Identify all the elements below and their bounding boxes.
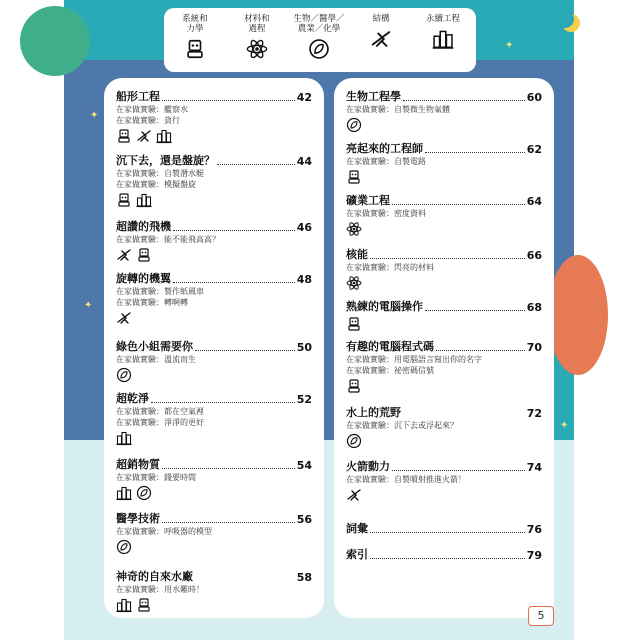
toc-entry-title: 礦業工程 [346,194,390,207]
toc-entry[interactable] [116,458,312,501]
toc-entry[interactable] [116,154,312,208]
category-icons [116,128,312,144]
legend-item [226,14,288,60]
dot-leader [370,258,525,259]
toc-page-number: 58 [296,571,312,584]
toc-sub-activity: 在家做實驗：溫流而生 [116,355,196,364]
category-icons [346,169,542,185]
dot-leader [425,310,525,311]
toc-entry-title: 神奇的自來水廠 [116,570,193,583]
star-icon: ✦ [560,420,569,431]
toc-entry-title: 沉下去，還是盤旋？ [116,154,215,167]
plant-icon [346,433,362,449]
buildings-icon [116,430,132,446]
toc-entry-title: 綠色小組需要你 [116,340,193,353]
dot-leader [370,532,525,533]
atom-icon [244,38,270,60]
category-icons [116,485,312,501]
toc-entry-title: 有趣的電腦程式碼 [346,340,434,353]
toc-sub-activity: 在家做實驗：淨淨的更好 [116,418,204,427]
buildings-icon [136,192,152,208]
toc-sub-activity: 在家做實驗：轉啊轉 [116,298,188,307]
toc-entry[interactable] [346,522,542,536]
buildings-icon [430,28,456,50]
dot-leader [162,100,295,101]
category-icons [116,247,312,263]
toc-sub-activity: 在家做實驗：自製噴射推進火箭！ [346,475,466,484]
dot-leader [436,350,525,351]
toc-page-number: 56 [296,513,312,526]
dot-leader [195,350,295,351]
plane-icon [116,247,132,263]
toc-page-number: 60 [526,91,542,104]
toc-entry[interactable] [346,406,542,449]
planet-left-illustration [20,6,90,76]
toc-column-right [334,78,554,618]
moon-icon [556,10,574,28]
category-icons [116,310,312,326]
toc-entry-title: 詞彙 [346,522,368,535]
dot-leader [217,164,295,165]
toc-entry-title: 火箭動力 [346,460,390,473]
toc-entry-title: 生物工程學 [346,90,401,103]
toc-entry[interactable] [346,460,542,503]
buildings-icon [116,597,132,613]
toc-sub-activity: 在家做實驗：錢要時間 [116,473,196,482]
toc-entry[interactable] [116,90,312,144]
dot-leader [392,470,525,471]
toc-entry-title: 船形工程 [116,90,160,103]
legend-label: 永續工程 [425,14,460,24]
buildings-icon [116,485,132,501]
page-number: 5 [528,606,554,626]
toc-entry-title: 超銷物質 [116,458,160,471]
toc-entry-title: 亮起來的工程師 [346,142,423,155]
toc-sub-activity: 在家做實驗：閃亮的材料 [346,263,434,272]
category-icons [116,192,312,208]
toc-page-number: 76 [526,523,542,536]
toc-entry-title: 核能 [346,248,368,261]
category-icons [346,275,542,291]
robot-icon [346,169,362,185]
legend-item [350,14,412,50]
toc-entry[interactable] [116,220,312,263]
toc-page-number: 66 [526,249,542,262]
legend-item [412,14,474,50]
toc-column-left [104,78,324,618]
toc-entry[interactable] [346,194,542,237]
dot-leader [425,152,525,153]
plant-icon [116,539,132,555]
dot-leader [151,402,295,403]
star-icon: ✦ [505,40,514,51]
category-icons [346,221,542,237]
toc-page-number: 79 [526,549,542,562]
legend-item [164,14,226,60]
category-legend [164,8,476,72]
star-icon: ✦ [84,300,93,311]
legend-label: 材料和 過程 [244,14,270,34]
toc-page-number: 72 [526,407,542,420]
toc-entry[interactable] [116,512,312,555]
legend-label: 生物／醫學／ 農業／化學 [293,14,345,34]
toc-page-number: 74 [526,461,542,474]
planet-right-illustration [548,255,608,375]
category-icons [346,378,542,394]
toc-sub-activity: 在家做實驗：呼吸器的模型 [116,527,212,536]
toc-sub-activity: 在家做實驗：製作紙風車 [116,287,204,296]
toc-page-number: 70 [526,341,542,354]
plant-icon [346,117,362,133]
plant-icon [306,38,332,60]
toc-sub-activity: 在家做實驗：自製電路 [346,157,426,166]
toc-page-number: 42 [296,91,312,104]
toc-entry-title: 索引 [346,548,368,561]
toc-entry-title: 醫學技術 [116,512,160,525]
legend-label: 系統和 力學 [182,14,208,34]
toc-entry[interactable] [346,300,542,332]
robot-icon [136,597,152,613]
dot-leader [392,204,525,205]
dot-leader [162,468,295,469]
dot-leader [403,100,525,101]
toc-sub-activity: 在家做實驗：都在空氣裡 [116,407,204,416]
toc-page-number: 54 [296,459,312,472]
toc-entry[interactable] [346,548,542,562]
legend-label: 結構 [372,14,390,24]
toc-sub-activity: 在家做實驗：模擬盤旋 [116,180,196,189]
legend-item [288,14,350,60]
toc-sub-activity: 在家做實驗：用水難時！ [116,585,204,594]
category-icons [116,597,312,613]
category-icons [346,316,542,332]
toc-sub-activity: 在家做實驗：祕密碼信號 [346,366,434,375]
toc-entry[interactable] [346,90,542,133]
toc-sub-activity: 在家做實驗：能不能飛高高？ [116,235,220,244]
plane-icon [116,310,132,326]
dot-leader [370,558,525,559]
category-icons [346,487,542,503]
toc-sub-activity: 在家做實驗：密度資料 [346,209,426,218]
atom-icon [346,275,362,291]
dot-leader [162,522,295,523]
toc-sub-activity: 在家做實驗：用電腦語言寫出你的名字 [346,355,482,364]
plane-icon [368,28,394,50]
atom-icon [346,221,362,237]
category-icons [116,367,312,383]
toc-entry[interactable] [116,570,312,613]
toc-sub-activity: 在家做實驗：自製微生物氣體 [346,105,450,114]
toc-entry[interactable] [116,272,312,326]
toc-page-number: 64 [526,195,542,208]
robot-icon [116,128,132,144]
category-icons [346,117,542,133]
robot-icon [346,378,362,394]
category-icons [116,539,312,555]
robot-icon [346,316,362,332]
toc-entry[interactable] [346,340,542,394]
plane-icon [346,487,362,503]
toc-page-number: 50 [296,341,312,354]
robot-icon [116,192,132,208]
toc-page-number: 52 [296,393,312,406]
category-icons [346,433,542,449]
toc-entry[interactable] [346,142,542,185]
toc-entry-title: 旋轉的機翼 [116,272,171,285]
toc-page-number: 44 [296,155,312,168]
toc-page-number: 62 [526,143,542,156]
toc-entry[interactable] [346,248,542,291]
toc-entry-title: 水上的荒野 [346,406,401,419]
buildings-icon [156,128,172,144]
toc-entry-title: 超乾淨 [116,392,149,405]
dot-leader [173,282,295,283]
plant-icon [136,485,152,501]
toc-sub-activity: 在家做實驗：艦察水 [116,105,188,114]
toc-entry[interactable] [116,392,312,446]
toc-page-number: 68 [526,301,542,314]
plant-icon [116,367,132,383]
toc-entry-title: 超讚的飛機 [116,220,171,233]
robot-icon [136,247,152,263]
toc-page-number: 46 [296,221,312,234]
dot-leader [173,230,295,231]
robot-icon [182,38,208,60]
toc-sub-activity: 在家做實驗：貨行 [116,116,180,125]
toc-sub-activity: 在家做實驗：沉下去或浮起來？ [346,421,458,430]
star-icon: ✦ [90,110,99,121]
plane-icon [136,128,152,144]
category-icons [116,430,312,446]
toc-sub-activity: 在家做實驗：自製潛水艇 [116,169,204,178]
toc-entry-title: 熟練的電腦操作 [346,300,423,313]
toc-entry[interactable] [116,340,312,383]
toc-page-number: 48 [296,273,312,286]
